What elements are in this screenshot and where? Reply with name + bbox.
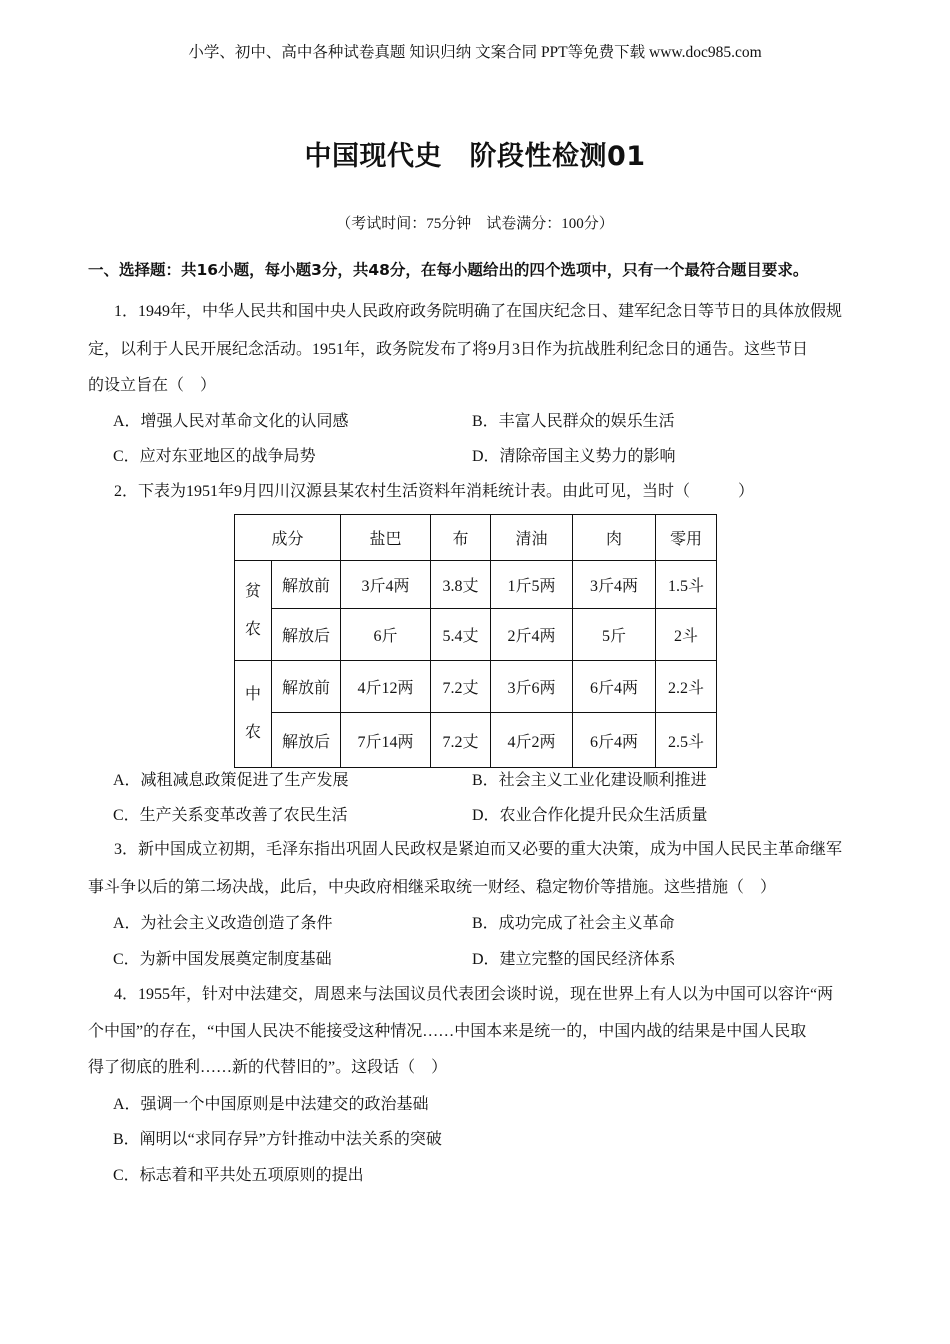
question-stem: 定，以利于人民开展纪念活动。1951年，政务院发布了将9月3日作为抗战胜利纪念日的通告。这些节日: [88, 341, 809, 358]
question-stem: 2．下表为1951年9月四川汉源县某农村生活资料年消耗统计表。由此可见，当时（ ）: [114, 483, 755, 500]
option-c: C．标志着和平共处五项原则的提出: [113, 1167, 364, 1184]
option-c: C．为新中国发展奠定制度基础: [113, 951, 332, 968]
option-c: C．生产关系变革改善了农民生活: [113, 807, 348, 824]
option-b: B．阐明以“求同存异”方针推动中法关系的突破: [113, 1131, 442, 1148]
option-a: A．减租减息政策促进了生产发展: [113, 772, 349, 789]
table-cell: 7.2丈: [431, 661, 491, 713]
option-d: D．农业合作化提升民众生活质量: [472, 807, 708, 824]
option-a: A．增强人民对革命文化的认同感: [113, 413, 349, 430]
option-a: A．强调一个中国原则是中法建交的政治基础: [113, 1096, 429, 1113]
question-stem: 4．1955年，针对中法建交，周恩来与法国议员代表团会谈时说，现在世界上有人以为中国可以容许“两: [114, 986, 834, 1003]
table-cell: 5.4丈: [431, 609, 491, 661]
table-row: [235, 561, 717, 609]
table-cell: 3.8丈: [431, 561, 491, 609]
group-label: 中 农: [235, 661, 272, 768]
table-cell: 7斤14两: [341, 713, 431, 768]
question-stem: 1．1949年，中华人民共和国中央人民政府政务院明确了在国庆纪念日、建军纪念日等节日的具体放假规: [114, 303, 843, 320]
question-stem: 的设立旨在（ ）: [88, 377, 217, 394]
table-cell: 1斤5两: [491, 561, 573, 609]
table-header: 布: [431, 515, 491, 561]
table-cell: 解放前: [272, 561, 341, 609]
option-d: D．清除帝国主义势力的影响: [472, 448, 676, 465]
table-row: [235, 713, 717, 768]
table-cell: 1.5斗: [656, 561, 717, 609]
table-cell: 解放后: [272, 609, 341, 661]
table-cell: 5斤: [573, 609, 656, 661]
table-header: 清油: [491, 515, 573, 561]
table-cell: 3斤4两: [573, 561, 656, 609]
table-row: [235, 661, 717, 713]
table-cell: 7.2丈: [431, 713, 491, 768]
option-c: C．应对东亚地区的战争局势: [113, 448, 316, 465]
table-header: 成分: [235, 515, 341, 561]
table-cell: 解放后: [272, 713, 341, 768]
table-row: [235, 609, 717, 661]
option-b: B．丰富人民群众的娱乐生活: [472, 413, 675, 430]
question-stem: 个中国”的存在，“中国人民决不能接受这种情况……中国本来是统一的，中国内战的结果是中国人民取: [88, 1023, 807, 1040]
table-cell: 3斤4两: [341, 561, 431, 609]
table-header: 盐巴: [341, 515, 431, 561]
page-header: 小学、初中、高中各种试卷真题 知识归纳 文案合同 PPT等免费下载 www.doc985.com: [188, 44, 762, 61]
table-cell: 4斤12两: [341, 661, 431, 713]
group-label: 贫 农: [235, 561, 272, 661]
table-cell: 2斤4两: [491, 609, 573, 661]
table-cell: 2.2斗: [656, 661, 717, 713]
table-header: 零用: [656, 515, 717, 561]
section-heading: 一、选择题：共16小题，每小题3分，共48分，在每小题给出的四个选项中，只有一个最符合题目要求。: [88, 261, 809, 279]
question-stem: 3．新中国成立初期，毛泽东指出巩固人民政权是紧迫而又必要的重大决策，成为中国人民民主革命继军: [114, 841, 843, 858]
table-cell: 2.5斗: [656, 713, 717, 768]
table-cell: 2斗: [656, 609, 717, 661]
question-stem: 事斗争以后的第二场决战，此后，中央政府相继采取统一财经、稳定物价等措施。这些措施（ ）: [88, 879, 777, 896]
option-d: D．建立完整的国民经济体系: [472, 951, 676, 968]
table-cell: 4斤2两: [491, 713, 573, 768]
option-a: A．为社会主义改造创造了条件: [113, 915, 333, 932]
consumption-table: [234, 514, 717, 768]
question-stem: 得了彻底的胜利……新的代替旧的”。这段话（ ）: [88, 1059, 448, 1076]
exam-info: （考试时间：75分钟 试卷满分：100分）: [336, 216, 614, 232]
option-b: B．社会主义工业化建设顺利推进: [472, 772, 707, 789]
page-title: 中国现代史 阶段性检测01: [304, 141, 646, 172]
table-cell: 解放前: [272, 661, 341, 713]
table-cell: 3斤6两: [491, 661, 573, 713]
table-header: 肉: [573, 515, 656, 561]
table-cell: 6斤4两: [573, 661, 656, 713]
option-b: B．成功完成了社会主义革命: [472, 915, 675, 932]
table-cell: 6斤4两: [573, 713, 656, 768]
table-cell: 6斤: [341, 609, 431, 661]
